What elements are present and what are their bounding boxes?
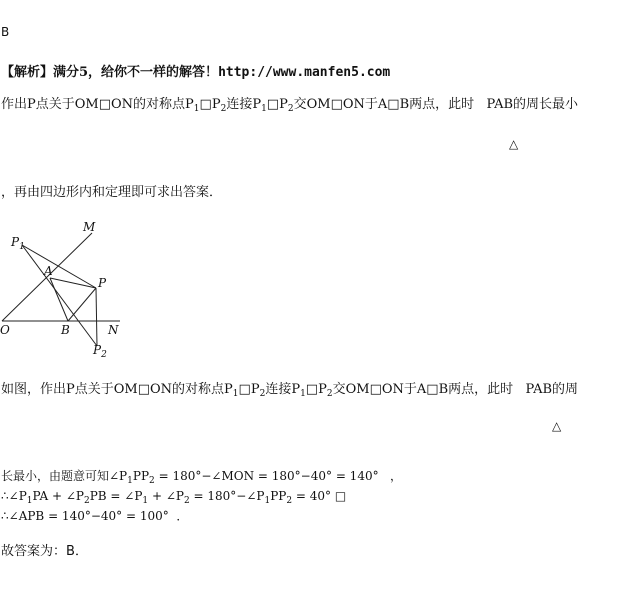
label-M: M bbox=[83, 220, 96, 234]
missing-char-box: □ bbox=[238, 382, 251, 397]
missing-char-box: □ bbox=[266, 97, 280, 112]
label-P1: $P_1$ bbox=[11, 235, 25, 252]
missing-char-box: □ bbox=[199, 97, 212, 112]
missing-char-box: □ bbox=[330, 97, 343, 112]
segment-A-P bbox=[50, 278, 96, 288]
label-P2: $P_2$ bbox=[93, 343, 107, 360]
segment-P1-P2 bbox=[22, 245, 97, 346]
missing-char-box: □ bbox=[387, 97, 400, 112]
solution-header bbox=[1, 66, 390, 79]
final-answer: B bbox=[66, 544, 75, 559]
solution-paragraph-line1: 如图，作出P点关于OM□ON的对称点$P_1□P_2$连接$P_1□P_2$交OM□ON于A□B两点，此时 PAB的周 bbox=[1, 382, 579, 399]
missing-char-box: □ bbox=[334, 489, 347, 503]
missing-char-box: □ bbox=[369, 382, 382, 397]
missing-char-box: □ bbox=[305, 382, 319, 397]
answer-letter: B bbox=[1, 25, 10, 39]
label-B: B bbox=[61, 323, 70, 337]
missing-char-box: □ bbox=[137, 382, 151, 397]
score-text: 满分5，给你不一样的解答！ bbox=[53, 65, 219, 80]
triangle-symbol-2: △ bbox=[552, 419, 562, 433]
analysis-bracket-label: 【解析】 bbox=[1, 65, 54, 80]
missing-char-box: □ bbox=[98, 97, 112, 112]
conclusion-line: 故答案为：B． bbox=[1, 544, 88, 559]
label-P: P bbox=[98, 276, 107, 290]
analysis-paragraph-line2: ，再由四边形内和定理即可求出答案． bbox=[1, 185, 223, 200]
label-A: A bbox=[44, 264, 53, 278]
math-line-3: ∴∠APB = 140°−40° = 100° ． bbox=[1, 509, 189, 523]
math-line-1: 长最小，由题意可知$\angle P_1PP_2$ = 180°−∠MON = 180°−40° = 140° ， bbox=[1, 469, 403, 486]
segment-P-P2 bbox=[96, 288, 97, 346]
geometry-figure bbox=[0, 218, 130, 360]
label-O: O bbox=[0, 323, 10, 337]
analysis-paragraph-line1: 作出P点关于OM□ON的对称点$P_1□P_2$连接$P_1□P_2$交OM□ON于A□B两点，此时 PAB的周长最小 bbox=[1, 97, 579, 114]
segment-P1-P bbox=[22, 245, 96, 288]
source-url: http://www.manfen5.com bbox=[218, 65, 391, 80]
missing-char-box: □ bbox=[426, 382, 439, 397]
math-line-2: $\therefore\angle P_1PA$ + $\angle P_2PB$ = $\angle P_1$ + $\angle P_2$ = $180^\circ-\angle P_1PP_2 = 40^\circ$ □ bbox=[1, 489, 347, 506]
segment-A-B bbox=[50, 278, 68, 321]
triangle-symbol: △ bbox=[509, 137, 519, 151]
segment-B-P bbox=[68, 288, 96, 321]
label-N: N bbox=[108, 323, 119, 337]
